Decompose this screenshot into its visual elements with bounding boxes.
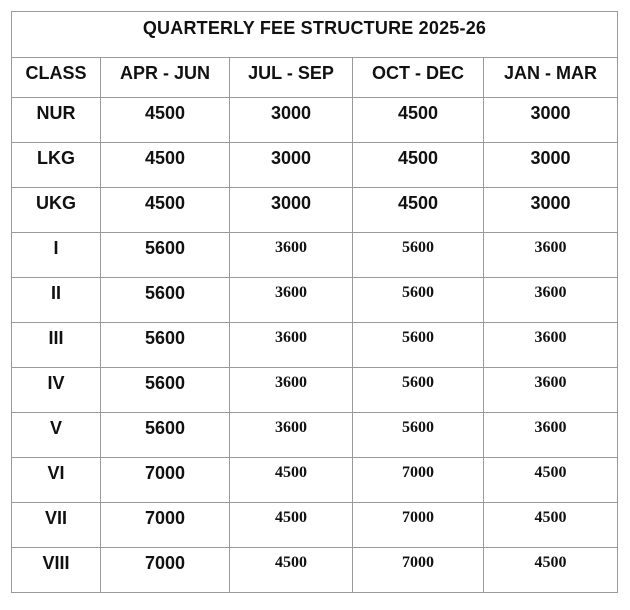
fee-cell: 4500: [101, 143, 230, 188]
fee-cell: 4500: [484, 458, 618, 503]
class-cell: UKG: [12, 188, 101, 233]
fee-cell: 5600: [353, 233, 484, 278]
fee-cell: 5600: [101, 323, 230, 368]
fee-cell: 3600: [484, 233, 618, 278]
fee-cell: 5600: [353, 413, 484, 458]
table-row: [12, 503, 618, 548]
fee-cell: 4500: [353, 98, 484, 143]
fee-cell: 3000: [230, 98, 353, 143]
class-cell: III: [12, 323, 101, 368]
fee-cell: 3000: [484, 98, 618, 143]
table-title: QUARTERLY FEE STRUCTURE 2025-26: [12, 12, 618, 58]
header-jul-sep: JUL - SEP: [230, 58, 353, 98]
fee-cell: 5600: [101, 278, 230, 323]
fee-cell: 3600: [230, 368, 353, 413]
fee-cell: 3000: [230, 188, 353, 233]
fee-cell: 3000: [484, 188, 618, 233]
fee-cell: 3000: [484, 143, 618, 188]
class-cell: LKG: [12, 143, 101, 188]
header-apr-jun: APR - JUN: [101, 58, 230, 98]
table-row: [12, 98, 618, 143]
fee-cell: 7000: [353, 548, 484, 593]
fee-cell: 4500: [353, 143, 484, 188]
fee-cell: 4500: [230, 503, 353, 548]
table-row: [12, 458, 618, 503]
table-row: [12, 143, 618, 188]
fee-cell: 4500: [230, 458, 353, 503]
fee-cell: 3600: [484, 413, 618, 458]
header-row: [12, 58, 618, 98]
class-cell: NUR: [12, 98, 101, 143]
fee-cell: 4500: [101, 98, 230, 143]
class-cell: I: [12, 233, 101, 278]
fee-cell: 3600: [230, 278, 353, 323]
fee-cell: 5600: [101, 368, 230, 413]
fee-cell: 4500: [101, 188, 230, 233]
table-row: [12, 188, 618, 233]
header-jan-mar: JAN - MAR: [484, 58, 618, 98]
class-cell: IV: [12, 368, 101, 413]
header-class: CLASS: [12, 58, 101, 98]
fee-cell: 7000: [101, 548, 230, 593]
fee-cell: 3600: [230, 233, 353, 278]
fee-cell: 3600: [484, 278, 618, 323]
fee-cell: 7000: [353, 503, 484, 548]
fee-cell: 4500: [484, 548, 618, 593]
fee-cell: 3000: [230, 143, 353, 188]
fee-cell: 5600: [353, 278, 484, 323]
fee-structure-table: [11, 11, 618, 593]
fee-cell: 4500: [353, 188, 484, 233]
class-cell: V: [12, 413, 101, 458]
fee-cell: 3600: [230, 323, 353, 368]
fee-sheet: [11, 11, 617, 597]
fee-cell: 3600: [484, 368, 618, 413]
fee-cell: 4500: [484, 503, 618, 548]
table-row: [12, 323, 618, 368]
class-cell: VI: [12, 458, 101, 503]
fee-cell: 5600: [353, 368, 484, 413]
class-cell: II: [12, 278, 101, 323]
fee-cell: 4500: [230, 548, 353, 593]
table-row: [12, 278, 618, 323]
fee-cell: 3600: [230, 413, 353, 458]
header-oct-dec: OCT - DEC: [353, 58, 484, 98]
fee-cell: 7000: [101, 503, 230, 548]
table-row: [12, 413, 618, 458]
fee-cell: 5600: [353, 323, 484, 368]
table-row: [12, 548, 618, 593]
fee-cell: 5600: [101, 233, 230, 278]
table-row: [12, 233, 618, 278]
fee-cell: 7000: [353, 458, 484, 503]
fee-cell: 7000: [101, 458, 230, 503]
class-cell: VIII: [12, 548, 101, 593]
class-cell: VII: [12, 503, 101, 548]
fee-cell: 3600: [484, 323, 618, 368]
table-row: [12, 368, 618, 413]
fee-cell: 5600: [101, 413, 230, 458]
